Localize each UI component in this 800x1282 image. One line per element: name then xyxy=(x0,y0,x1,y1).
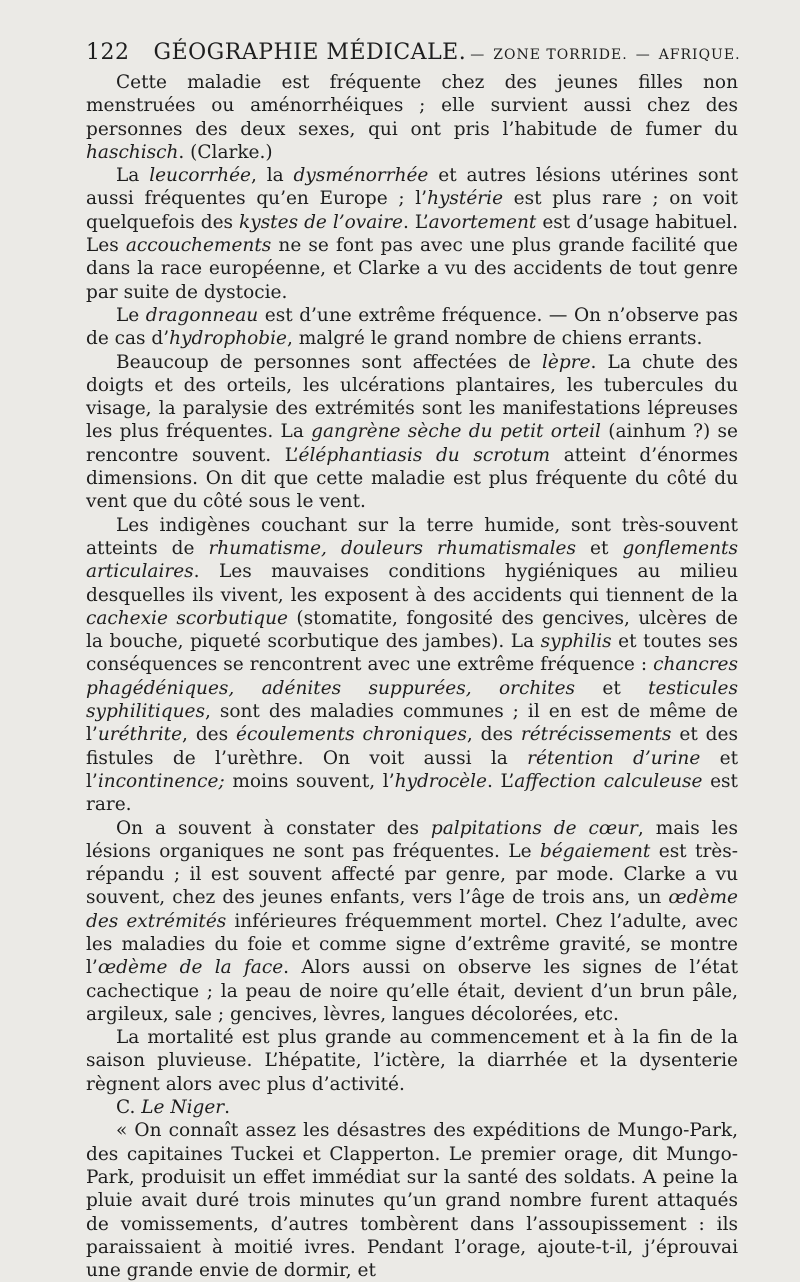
paragraph xyxy=(86,164,738,304)
italic-term: hydrocèle xyxy=(394,770,487,792)
italic-term: lèpre xyxy=(542,351,591,373)
header-dash-2: — xyxy=(635,47,651,63)
text-run: ne se font pas avec une plus grande facilité que dans la race européenne, et Clarke a vu des accidents de tout genre par suite de dystocie. xyxy=(86,235,739,303)
text-run: et autres lésions utérines sont aussi fréquentes qu’en Europe ; l’ xyxy=(86,165,738,210)
text-run: Cette maladie est fréquente chez des jeunes filles non menstruées ou aménorrhéiques ; elle survient aussi chez des personnes des deux sexes, qui ont pris l’habitude de fumer du xyxy=(86,72,738,140)
text-run: . Alors aussi on observe les signes de l’état cachectique ; la peau de noire qu’elle était, devient d’un brun pâle, argileux, sale ; gencives, lèvres, langues décolorées, etc. xyxy=(86,957,738,1025)
paragraph xyxy=(86,1026,738,1096)
text-run: et xyxy=(576,537,623,559)
text-run: . xyxy=(224,1097,231,1119)
paragraph xyxy=(86,304,738,351)
italic-term: gonflements articulaires xyxy=(86,537,738,583)
text-run: est rare. xyxy=(86,770,738,816)
text-run: . (Clarke.) xyxy=(178,141,273,163)
italic-term: uréthrite xyxy=(97,724,183,746)
paragraph xyxy=(86,1096,738,1119)
paragraph xyxy=(86,1119,738,1282)
header-dash-1: — xyxy=(470,47,486,63)
italic-term: Le Niger xyxy=(141,1097,225,1119)
text-run: atteint d’énormes dimensions. On dit que cette maladie est plus fréquente du côté du vent que du côté sous le vent. xyxy=(86,444,738,513)
text-run: et des fistules de l’urèthre. On voit aussi la xyxy=(86,724,738,769)
italic-term: testicules syphilitiques xyxy=(86,677,738,723)
text-run: Les indigènes couchant sur la terre humide, sont très-souvent atteints de xyxy=(86,514,738,559)
text-run: . La chute des doigts et des orteils, les ulcérations plantaires, les tubercules du visage, la paralysie des extrémités sont les manifestations lépreuses les plus fréquentes. La xyxy=(86,351,738,443)
page-body xyxy=(86,71,738,1282)
text-run: . L’ xyxy=(486,770,515,792)
paragraph xyxy=(86,817,738,1027)
page-number: 122 xyxy=(86,40,130,65)
italic-term: hydrophobie xyxy=(169,328,287,350)
italic-term: palpitations de cœur xyxy=(430,817,638,839)
italic-term: kystes de l’ovaire xyxy=(239,211,403,233)
italic-term: leucorrhée xyxy=(149,165,251,187)
italic-term: œdème de la face xyxy=(97,957,284,979)
italic-term: incontinence; xyxy=(97,770,225,792)
text-run: « On connaît assez les désastres des expéditions de Mungo-Park, des capitaines Tuckei et Clapperton. Le premier orage, dit Mungo-Park, produisit un effet immédiat sur la santé des soldats. A peine la pluie avait duré trois minutes qu’un grand nombre furent attaqués de vomissements, d’autres tombèrent dans l’assoupissement : ils paraissaient à moitié ivres. Pendant l’orage, ajoute-t-il, j’éprouvai une grande envie de dormir, et xyxy=(86,1120,738,1282)
text-run: . L’ xyxy=(403,211,429,233)
paragraph xyxy=(86,514,738,817)
italic-term: rhumatisme, douleurs rhumatismales xyxy=(208,537,577,559)
italic-term: rétrécissements xyxy=(520,724,672,746)
header-title: GÉOGRAPHIE MÉDICALE. xyxy=(153,40,467,65)
italic-term: haschisch xyxy=(86,141,179,163)
text-run: et xyxy=(575,677,649,699)
text-run: et l’ xyxy=(86,747,739,792)
text-run: Beaucoup de personnes sont affectées de xyxy=(116,351,543,373)
text-run: La xyxy=(116,165,150,187)
italic-term: cachexie scorbutique xyxy=(86,607,288,629)
text-run: . Les mauvaises conditions hygiéniques au milieu desquelles ils vivent, les exposent à des accidents qui tiennent de la xyxy=(86,561,738,606)
text-run: est plus rare ; on voit quelquefois des xyxy=(86,188,738,233)
text-run: et toutes ses conséquences se rencontrent avec une extrême fréquence : xyxy=(86,631,738,676)
text-run: est d’une extrême fréquence. — On n’observe pas de cas d’ xyxy=(86,304,738,350)
italic-term: syphilis xyxy=(540,631,612,653)
text-run: moins souvent, l’ xyxy=(224,770,395,792)
text-run: (ainhum ?) se rencontre souvent. L’ xyxy=(86,421,738,466)
text-run: La mortalité est plus grande au commencement et à la fin de la saison pluvieuse. L’hépatite, l’ictère, la diarrhée et la dysenterie règnent alors avec plus d’activité. xyxy=(86,1027,738,1095)
text-run: (stomatite, fongosité des gencives, ulcères de la bouche, piqueté scorbutique des jambes). La xyxy=(86,607,738,653)
text-run: , la xyxy=(250,165,294,187)
text-run: , malgré le grand nombre de chiens errants. xyxy=(286,328,703,350)
italic-term: dysménorrhée xyxy=(293,165,429,187)
italic-term: avortement xyxy=(428,211,537,233)
text-run: inférieures fréquemment mortel. Chez l’adulte, avec les maladies du foie et comme signe d’extrême gravité, se montre l’ xyxy=(86,910,738,979)
text-run: Le xyxy=(116,304,146,326)
running-header xyxy=(86,40,741,65)
text-run: est d’usage habituel. Les xyxy=(86,211,738,257)
italic-term: hystérie xyxy=(427,188,504,210)
paragraph xyxy=(86,71,738,164)
italic-term: gangrène sèche du petit orteil xyxy=(311,421,601,443)
italic-term: rétention d’urine xyxy=(527,747,701,769)
italic-term: œdème des extrémités xyxy=(86,887,738,932)
italic-term: chancres phagédéniques, adénites suppurées, orchites xyxy=(86,654,738,699)
text-run: , des xyxy=(182,724,237,746)
header-subsection: AFRIQUE. xyxy=(658,47,741,63)
paragraph xyxy=(86,351,738,514)
text-run: , mais les lésions organiques ne sont pas fréquentes. Le xyxy=(86,817,738,862)
italic-term: accouchements xyxy=(125,235,272,257)
italic-term: bégaiement xyxy=(539,840,651,862)
text-run: , des xyxy=(466,724,521,746)
text-run: est très-répandu ; il est souvent affecté par genre, par mode. Clarke a vu souvent, chez des jeunes enfants, vers l’âge de trois ans, un xyxy=(86,840,738,909)
text-run: On a souvent à constater des xyxy=(116,817,431,839)
italic-term: affection calculeuse xyxy=(514,770,703,792)
header-section: ZONE TORRIDE. xyxy=(493,47,628,63)
text-run: , sont des maladies communes ; il en est de même de l’ xyxy=(86,701,738,746)
text-run: C. xyxy=(116,1097,142,1119)
italic-term: éléphantiasis du scrotum xyxy=(298,444,551,466)
italic-term: dragonneau xyxy=(145,304,259,326)
italic-term: écoulements chroniques xyxy=(236,724,467,746)
